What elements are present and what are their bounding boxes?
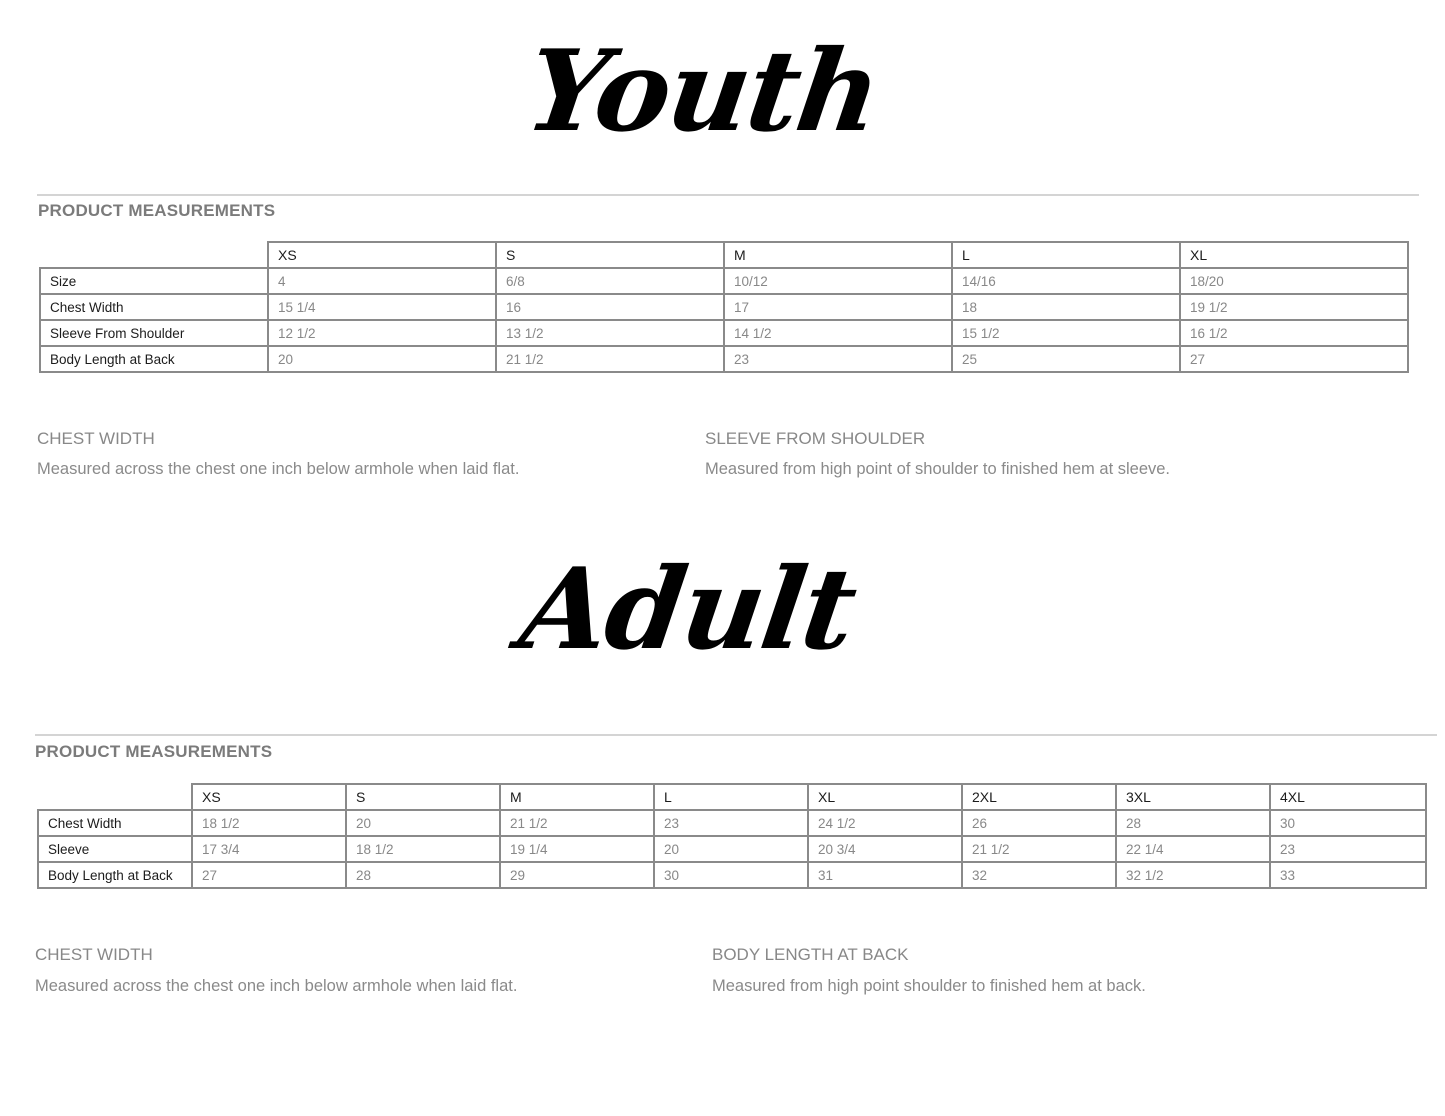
youth-note-chest-width-title: CHEST WIDTH	[37, 429, 155, 448]
table-cell: 15 1/4	[268, 294, 496, 320]
table-cell: 18	[952, 294, 1180, 320]
table-cell: 23	[1270, 836, 1426, 862]
table-cell: 31	[808, 862, 962, 888]
table-cell: 21 1/2	[500, 810, 654, 836]
table-row	[40, 268, 1408, 294]
adult-note-chest-width-title: CHEST WIDTH	[35, 945, 153, 964]
youth-measurements-table	[39, 241, 1409, 373]
table-cell: 27	[1180, 346, 1408, 372]
table-cell: 30	[654, 862, 808, 888]
column-header-xl: XL	[808, 784, 962, 810]
table-cell: 17	[724, 294, 952, 320]
adult-note-body-length-text: Measured from high point shoulder to finished hem at back.	[712, 977, 1146, 995]
table-cell: 32 1/2	[1116, 862, 1270, 888]
table-cell: 20	[268, 346, 496, 372]
table-row	[40, 294, 1408, 320]
youth-title: Youth	[518, 26, 887, 157]
table-corner-cell	[38, 784, 192, 810]
column-header-l: L	[952, 242, 1180, 268]
table-cell: 10/12	[724, 268, 952, 294]
table-cell: 4	[268, 268, 496, 294]
table-cell: 16	[496, 294, 724, 320]
column-header-3xl: 3XL	[1116, 784, 1270, 810]
adult-title: Adult	[512, 544, 863, 675]
table-cell: 17 3/4	[192, 836, 346, 862]
column-header-xs: XS	[192, 784, 346, 810]
row-label-sleeve: Sleeve	[38, 836, 192, 862]
column-header-2xl: 2XL	[962, 784, 1116, 810]
table-cell: 26	[962, 810, 1116, 836]
table-cell: 28	[1116, 810, 1270, 836]
table-header-row	[40, 242, 1408, 268]
table-cell: 20 3/4	[808, 836, 962, 862]
column-header-xs: XS	[268, 242, 496, 268]
column-header-m: M	[500, 784, 654, 810]
row-label-sleeve-from-shoulder: Sleeve From Shoulder	[40, 320, 268, 346]
row-label-body-length-at-back: Body Length at Back	[38, 862, 192, 888]
table-cell: 18/20	[1180, 268, 1408, 294]
table-cell: 12 1/2	[268, 320, 496, 346]
table-cell: 24 1/2	[808, 810, 962, 836]
table-row	[38, 862, 1426, 888]
table-cell: 27	[192, 862, 346, 888]
table-row	[38, 836, 1426, 862]
adult-section-heading: PRODUCT MEASUREMENTS	[35, 742, 273, 761]
table-cell: 29	[500, 862, 654, 888]
table-cell: 25	[952, 346, 1180, 372]
table-row	[40, 320, 1408, 346]
row-label-size: Size	[40, 268, 268, 294]
table-cell: 14/16	[952, 268, 1180, 294]
adult-divider	[35, 734, 1437, 736]
column-header-s: S	[496, 242, 724, 268]
table-cell: 20	[654, 836, 808, 862]
table-cell: 19 1/2	[1180, 294, 1408, 320]
column-header-l: L	[654, 784, 808, 810]
column-header-s: S	[346, 784, 500, 810]
table-cell: 13 1/2	[496, 320, 724, 346]
column-header-4xl: 4XL	[1270, 784, 1426, 810]
adult-note-body-length-title: BODY LENGTH AT BACK	[712, 945, 909, 964]
youth-divider	[37, 194, 1419, 196]
table-cell: 19 1/4	[500, 836, 654, 862]
table-cell: 14 1/2	[724, 320, 952, 346]
youth-section-heading: PRODUCT MEASUREMENTS	[38, 201, 276, 220]
table-header-row	[38, 784, 1426, 810]
row-label-chest-width: Chest Width	[38, 810, 192, 836]
table-cell: 18 1/2	[346, 836, 500, 862]
table-cell: 6/8	[496, 268, 724, 294]
table-cell: 21 1/2	[962, 836, 1116, 862]
table-cell: 28	[346, 862, 500, 888]
table-corner-cell	[40, 242, 268, 268]
table-cell: 15 1/2	[952, 320, 1180, 346]
youth-note-chest-width-text: Measured across the chest one inch below armhole when laid flat.	[37, 460, 520, 478]
table-cell: 22 1/4	[1116, 836, 1270, 862]
youth-note-sleeve-title: SLEEVE FROM SHOULDER	[705, 429, 926, 448]
table-cell: 23	[724, 346, 952, 372]
row-label-body-length-at-back: Body Length at Back	[40, 346, 268, 372]
column-header-xl: XL	[1180, 242, 1408, 268]
adult-measurements-table	[37, 783, 1427, 889]
table-row	[38, 810, 1426, 836]
table-cell: 20	[346, 810, 500, 836]
table-cell: 23	[654, 810, 808, 836]
table-cell: 21 1/2	[496, 346, 724, 372]
table-cell: 33	[1270, 862, 1426, 888]
youth-note-sleeve-text: Measured from high point of shoulder to finished hem at sleeve.	[705, 460, 1171, 478]
table-cell: 30	[1270, 810, 1426, 836]
table-row	[40, 346, 1408, 372]
row-label-chest-width: Chest Width	[40, 294, 268, 320]
table-cell: 16 1/2	[1180, 320, 1408, 346]
adult-note-chest-width-text: Measured across the chest one inch below armhole when laid flat.	[35, 977, 518, 995]
table-cell: 32	[962, 862, 1116, 888]
table-cell: 18 1/2	[192, 810, 346, 836]
column-header-m: M	[724, 242, 952, 268]
